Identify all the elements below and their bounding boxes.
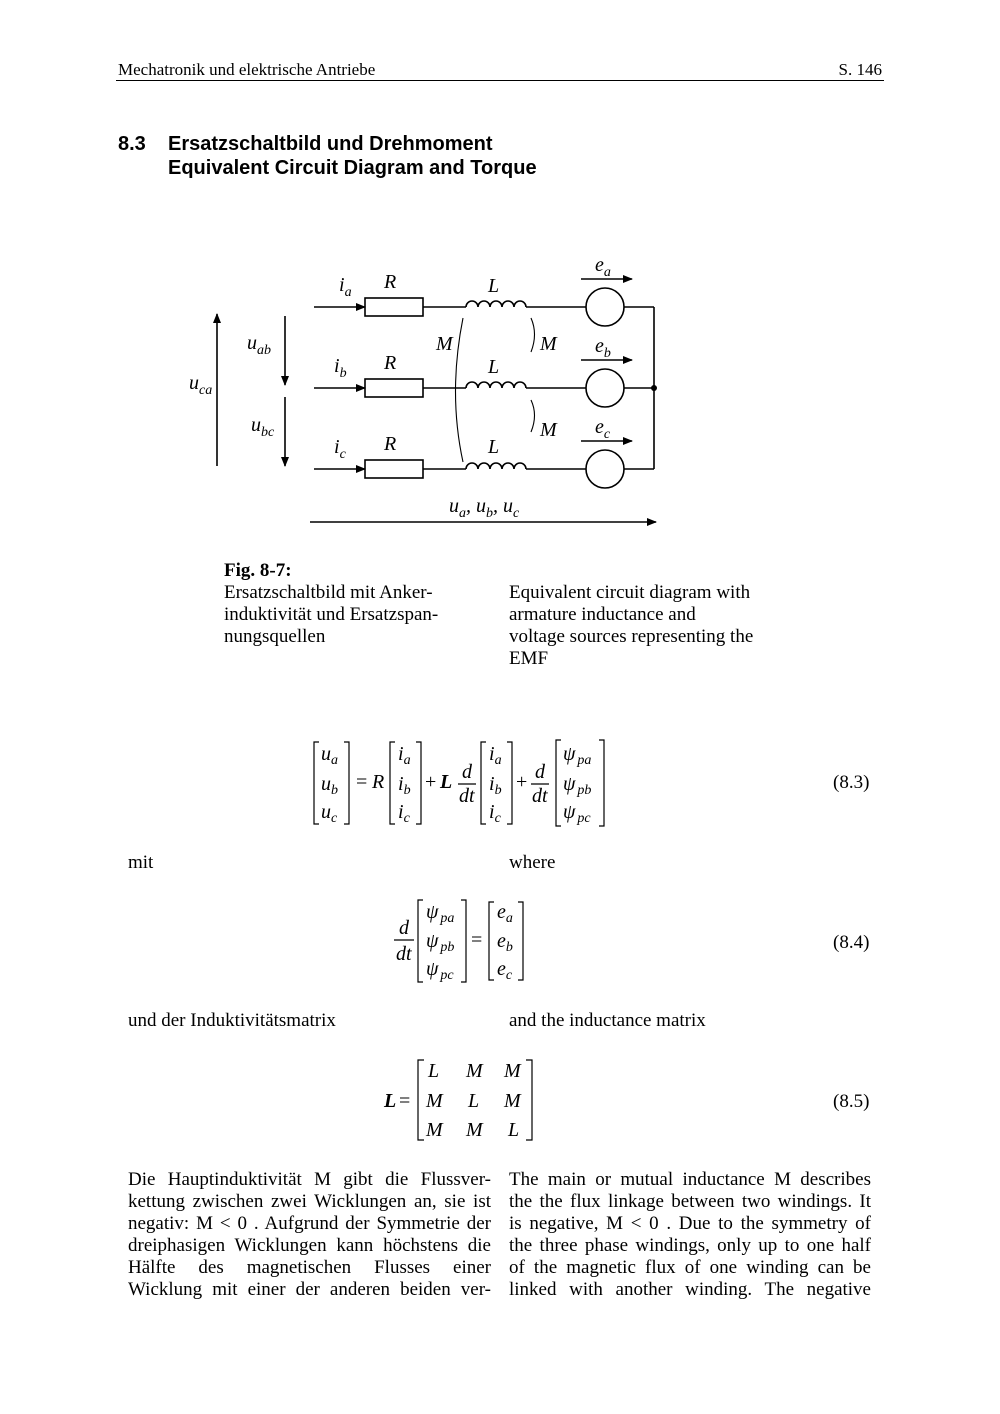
svg-text:d: d (535, 761, 545, 783)
svg-text:ua: $u_a$ (321, 743, 338, 768)
svg-text:ψpa: ψ $_{pa}$ (563, 743, 592, 768)
label-R-b: R (384, 352, 397, 374)
svg-text:eb: $e_b$ (497, 930, 513, 955)
section-title-de: Ersatzschaltbild und Drehmoment (168, 133, 493, 155)
svg-text:ψpc: ψ $_{pc}$ (563, 801, 591, 826)
text-mit: mit (128, 852, 154, 873)
svg-text:ea: $e_a$ (497, 901, 513, 926)
label-ea: $e_a$ (595, 254, 611, 280)
figure-caption-label: Fig. 8-7: (224, 560, 292, 581)
svg-text:M: M (466, 1119, 483, 1141)
paragraph-en: The main or mutual inductance M describes the the flux linkage between two windings. It is negative, M < 0 . Due to the symmetry of the three phase windings, only up to one half of the magnetic flux of one winding can be linked with another winding. The negative (509, 1169, 871, 1300)
paragraph-de: Die Hauptinduktivität M gibt die Flussver- kettung zwischen zwei Wicklungen an, sie ist negativ: M < 0 . Aufgrund der Symmetrie der dreiphasigen Wicklungen kann höchstens die Hälfte des magnetischen Flusses einer Wicklung mit einer der anderen beiden ver- (128, 1169, 491, 1300)
figure-caption-de: Ersatzschaltbild mit Anker- induktivität und Ersatzspan- nungsquellen (224, 582, 439, 647)
label-eb: $e_b$ (595, 335, 611, 361)
svg-text:dt: dt (396, 943, 412, 965)
svg-text:ψpb: ψ $_{pb}$ (426, 930, 455, 955)
svg-text:uc: $u_c$ (321, 801, 338, 826)
svg-text:dt: dt (532, 785, 548, 807)
svg-text:L: L (468, 1090, 480, 1112)
svg-text:ic: $i_c$ (489, 801, 501, 826)
svg-text:ia: $i_a$ (489, 743, 502, 768)
svg-text:L: L (508, 1119, 520, 1141)
label-R-a: R (384, 271, 397, 293)
svg-text:M: M (426, 1119, 443, 1141)
label-uab: $u_{ab}$ (247, 332, 271, 358)
svg-text:ψpa: ψ $_{pa}$ (426, 901, 455, 926)
svg-text:ψpb: ψ $_{pb}$ (563, 773, 592, 798)
svg-text:=: = (356, 771, 368, 793)
section-title-en: Equivalent Circuit Diagram and Torque (168, 157, 537, 179)
label-M-left: M (436, 333, 453, 355)
star-point-dot (651, 385, 657, 391)
label-L-a: L (488, 275, 500, 297)
svg-text:ub: $u_b$ (321, 773, 338, 798)
section-number: 8.3 (118, 133, 146, 155)
label-ic: $i_c$ (334, 436, 346, 462)
svg-text:ic: $i_c$ (398, 801, 410, 826)
label-M-right-bottom: M (540, 419, 557, 441)
svg-text:L: L (384, 1090, 397, 1112)
svg-text:ec: $e_c$ (497, 958, 513, 983)
label-M-right-top: M (540, 333, 557, 355)
figure-caption-en: Equivalent circuit diagram with armature inductance and voltage sources representing the EMF (509, 582, 754, 669)
svg-text:M: M (426, 1090, 443, 1112)
svg-text:ia: $i_a$ (398, 743, 411, 768)
text-where: where (509, 852, 556, 873)
svg-text:M: M (504, 1090, 521, 1112)
equation-number-8-5: (8.5) (833, 1091, 870, 1112)
svg-text:d: d (462, 761, 472, 783)
label-R-c: R (384, 433, 397, 455)
label-L-b: L (488, 356, 500, 378)
svg-text:=: = (399, 1090, 411, 1112)
label-ua-ub-uc: $u_a$, $u_b$, $u_c$ (449, 495, 520, 521)
equation-number-8-4: (8.4) (833, 932, 870, 953)
svg-text:ib: $i_b$ (398, 773, 411, 798)
svg-text:dt: dt (459, 785, 475, 807)
label-L-c: L (488, 436, 500, 458)
svg-text:ib: $i_b$ (489, 773, 502, 798)
svg-text:M: M (504, 1060, 521, 1082)
svg-text:+: + (425, 771, 437, 793)
svg-text:=: = (471, 929, 483, 951)
page-number: S. 146 (838, 60, 882, 79)
label-ubc: $u_{bc}$ (251, 414, 275, 440)
svg-text:L: L (440, 771, 453, 793)
text-and-inductance-matrix: and the inductance matrix (509, 1010, 706, 1031)
label-uca: $u_{ca}$ (189, 372, 213, 398)
equivalent-circuit-diagram (0, 0, 1000, 560)
svg-text:M: M (466, 1060, 483, 1082)
running-header-title: Mechatronik und elektrische Antriebe (118, 60, 376, 79)
svg-text:L: L (428, 1060, 440, 1082)
label-ec: $e_c$ (595, 416, 611, 442)
text-und-induktivitaetsmatrix: und der Induktivitätsmatrix (128, 1010, 336, 1031)
svg-text:ψpc: ψ $_{pc}$ (426, 958, 454, 983)
equation-number-8-3: (8.3) (833, 772, 870, 793)
svg-text:d: d (399, 917, 409, 939)
svg-text:+: + (516, 771, 528, 793)
label-ib: $i_b$ (334, 355, 347, 381)
svg-text:R: R (372, 771, 385, 793)
label-ia: $i_a$ (339, 274, 352, 300)
